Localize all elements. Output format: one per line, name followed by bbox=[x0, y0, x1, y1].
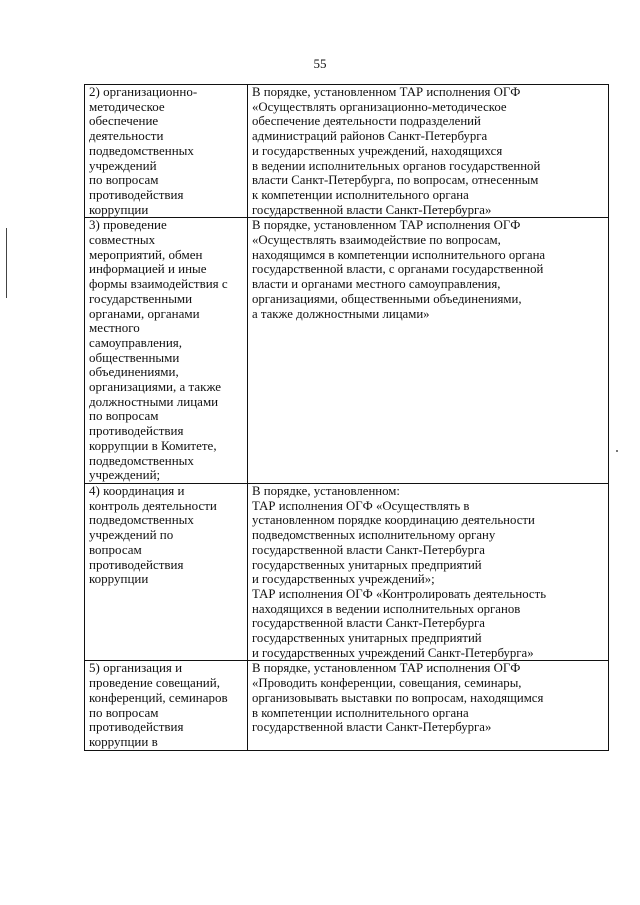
text-line: в ведении исполнительных органов государственной bbox=[252, 158, 541, 173]
text-line: противодействия bbox=[89, 186, 184, 202]
text-line: ТАР исполнения ОГФ «Контролировать деятельность bbox=[252, 586, 547, 601]
text-line: государственных унитарных предприятий bbox=[252, 631, 482, 646]
text-line: объединениями, bbox=[89, 364, 179, 380]
page-number: 55 bbox=[313, 56, 327, 71]
measure-cell bbox=[85, 218, 248, 484]
text-line: по вопросам bbox=[89, 704, 159, 720]
text-line: «Проводить конференции, совещания, семинары, bbox=[252, 676, 522, 691]
measure-cell bbox=[85, 661, 248, 750]
text-line: подведомственных bbox=[89, 512, 194, 528]
text-line: государственной власти Санкт-Петербурга» bbox=[252, 720, 492, 735]
text-line: организациями, общественными объединениями, bbox=[252, 291, 522, 306]
measure-cell bbox=[85, 483, 248, 660]
text-line: В порядке, установленном ТАР исполнения ОГФ bbox=[252, 85, 521, 99]
text-line: должностными лицами bbox=[89, 393, 219, 409]
text-line: информацией и иные bbox=[89, 261, 207, 277]
text-line: подведомственных bbox=[89, 142, 194, 158]
text-line: вопросам bbox=[89, 541, 142, 557]
table-row bbox=[85, 218, 609, 484]
table-row bbox=[85, 661, 609, 750]
text-line: государственной власти Санкт-Петербурга bbox=[252, 542, 485, 557]
text-line: общественными bbox=[89, 349, 180, 365]
text-line: обеспечение bbox=[89, 113, 159, 129]
text-line: установленном порядке координацию деятельности bbox=[252, 513, 535, 528]
text-line: власти Санкт-Петербурга, по вопросам, отнесенным bbox=[252, 173, 539, 188]
text-line: учреждений по bbox=[89, 527, 174, 543]
text-line: В порядке, установленном ТАР исполнения ОГФ bbox=[252, 218, 521, 233]
scan-margin-line bbox=[6, 228, 7, 298]
text-line: проведение совещаний, bbox=[89, 675, 220, 691]
text-line: формы взаимодействия с bbox=[89, 276, 228, 292]
text-line: методическое bbox=[89, 98, 165, 114]
procedure-cell bbox=[248, 85, 609, 218]
text-line: коррупции bbox=[89, 571, 149, 587]
text-line: противодействия bbox=[89, 556, 184, 572]
text-line: мероприятий, обмен bbox=[89, 246, 203, 262]
text-line: обеспечение деятельности подразделений bbox=[252, 114, 481, 129]
text-line: деятельности bbox=[89, 128, 164, 144]
text-line: по вопросам bbox=[89, 408, 159, 424]
text-line: самоуправления, bbox=[89, 334, 183, 350]
text-line: ТАР исполнения ОГФ «Осуществлять в bbox=[252, 498, 470, 513]
text-line: местного bbox=[89, 320, 140, 336]
table-row bbox=[85, 85, 609, 218]
text-line: В порядке, установленном ТАР исполнения ОГФ bbox=[252, 661, 521, 676]
text-line: государственной власти, с органами государственной bbox=[252, 262, 544, 277]
procedure-cell bbox=[248, 661, 609, 750]
procedure-cell bbox=[248, 483, 609, 660]
procedure-cell bbox=[248, 218, 609, 484]
text-line: совместных bbox=[89, 232, 156, 248]
text-line: учреждений; bbox=[89, 467, 161, 483]
text-line: «Осуществлять взаимодействие по вопросам, bbox=[252, 233, 501, 248]
text-line: контроль деятельности bbox=[89, 497, 217, 513]
text-line: учреждений bbox=[89, 157, 157, 173]
text-line: коррупции bbox=[89, 201, 149, 217]
text-line: «Осуществлять организационно-методическое bbox=[252, 99, 507, 114]
text-line: и государственных учреждений, находящихся bbox=[252, 143, 503, 158]
text-line: 4) координация и bbox=[89, 482, 185, 498]
table-row bbox=[85, 483, 609, 660]
text-line: государственными bbox=[89, 290, 193, 306]
text-line: администраций районов Санкт-Петербурга bbox=[252, 129, 488, 144]
text-line: к компетенции исполнительного органа bbox=[252, 187, 469, 202]
measure-cell bbox=[85, 85, 248, 218]
measures-table bbox=[84, 84, 609, 751]
text-line: коррупции в Комитете, bbox=[89, 437, 217, 453]
scan-speck bbox=[616, 450, 618, 452]
text-line: 3) проведение bbox=[89, 217, 167, 233]
text-line: государственных унитарных предприятий bbox=[252, 557, 482, 572]
text-line: по вопросам bbox=[89, 172, 159, 188]
text-line: власти и органами местного самоуправления, bbox=[252, 277, 501, 292]
text-line: и государственных учреждений Санкт-Петербурга» bbox=[252, 645, 534, 660]
text-line: организовывать выставки по вопросам, находящимся bbox=[252, 690, 544, 705]
text-line: подведомственных исполнительному органу bbox=[252, 528, 496, 543]
text-line: организациями, а также bbox=[89, 379, 222, 395]
text-line: противодействия bbox=[89, 423, 184, 439]
text-line: В порядке, установленном: bbox=[252, 483, 400, 498]
text-line: противодействия bbox=[89, 719, 184, 735]
text-line: в компетенции исполнительного органа bbox=[252, 705, 469, 720]
text-line: коррупции в bbox=[89, 733, 158, 749]
text-line: конференций, семинаров bbox=[89, 689, 228, 705]
text-line: находящихся в ведении исполнительных органов bbox=[252, 601, 521, 616]
text-line: и государственных учреждений»; bbox=[252, 572, 435, 587]
text-line: находящимся в компетенции исполнительного органа bbox=[252, 247, 546, 262]
text-line: органами, органами bbox=[89, 305, 200, 321]
text-line: а также должностными лицами» bbox=[252, 306, 430, 321]
text-line: 2) организационно- bbox=[89, 84, 198, 99]
text-line: подведомственных bbox=[89, 452, 194, 468]
text-line: государственной власти Санкт-Петербурга bbox=[252, 616, 485, 631]
text-line: государственной власти Санкт-Петербурга» bbox=[252, 202, 492, 217]
text-line: 5) организация и bbox=[89, 660, 183, 676]
